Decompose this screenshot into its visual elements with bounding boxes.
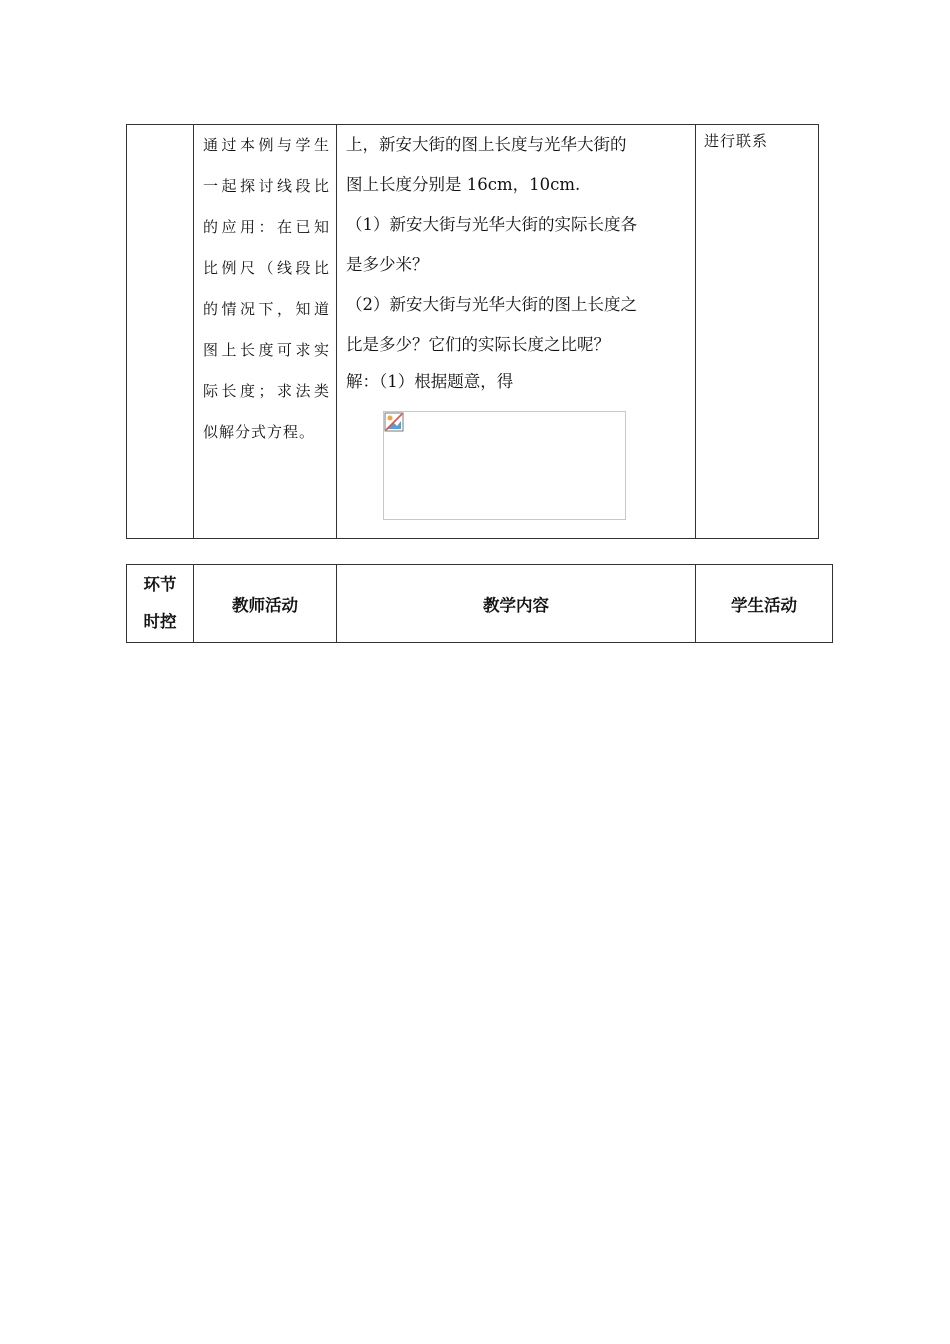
content-line: 上，新安大街的图上长度与光华大街的 (346, 135, 627, 154)
time-cell (127, 125, 194, 539)
header-time-label-line2: 时控 (143, 612, 177, 631)
lesson-row (127, 125, 819, 539)
content-line: （1）新安大街与光华大街的实际长度各 (346, 215, 637, 234)
student-activity-cell (696, 125, 819, 539)
header-time-label-line1: 环节 (143, 575, 177, 594)
header-row (127, 565, 833, 643)
header-student-cell: 学生活动 (696, 565, 833, 643)
content-line: 解：（1）根据题意，得 (346, 372, 514, 391)
header-teacher-cell: 教师活动 (194, 565, 337, 643)
teaching-content-cell (337, 125, 696, 539)
lesson-table (126, 124, 819, 539)
header-content-cell: 教学内容 (337, 565, 696, 643)
teacher-activity-cell (194, 125, 337, 539)
content-line: 是多少米？ (346, 255, 429, 274)
broken-image-icon (384, 412, 404, 432)
content-line: （2）新安大街与光华大街的图上长度之 (346, 295, 637, 314)
student-activity-text: 进行联系 (704, 132, 769, 150)
content-line: 比是多少？它们的实际长度之比呢？ (346, 335, 610, 354)
teacher-activity-text: 通过本例与学生一起探讨线段比的应用：在已知比例尺（线段比的情况下，知道图上长度可求实际长度；求法类似解分式方程。 (203, 136, 330, 441)
formula-image-placeholder (383, 411, 626, 520)
header-table (126, 564, 833, 643)
header-time-cell (127, 565, 194, 643)
content-line: 图上长度分别是 16cm，10cm. (346, 175, 581, 194)
